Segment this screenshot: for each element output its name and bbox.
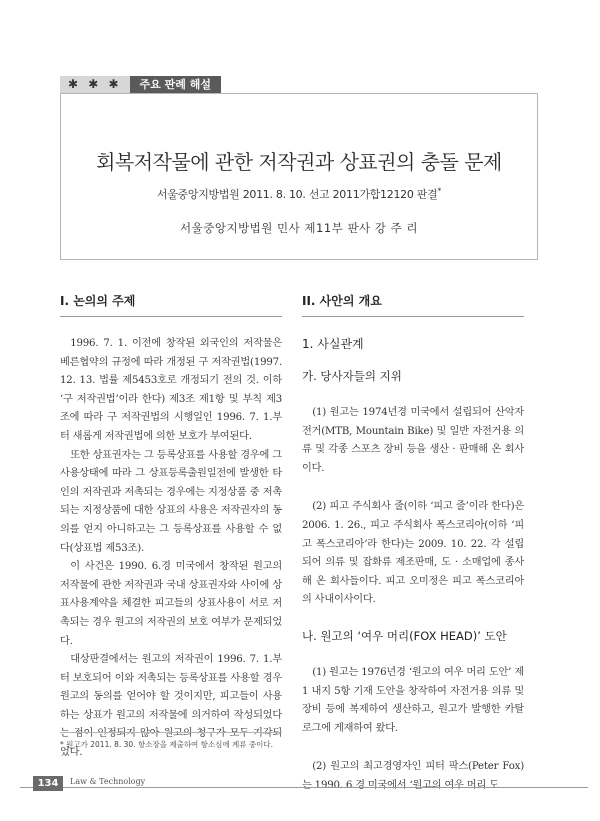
- section-badge: [60, 76, 221, 93]
- badge-label: 주요 판례 해설: [130, 76, 221, 93]
- title-box: [60, 93, 538, 260]
- footnote-mark: *: [437, 186, 442, 196]
- section-heading-2: II. 사안의 개요: [302, 292, 524, 317]
- journal-name: Law & Technology: [70, 777, 146, 786]
- footnote: * 원고가 2011. 8. 30. 항소장을 제출하여 항소심에 계류 중이다.: [60, 740, 274, 749]
- subsubsection-heading: 나. 원고의 ‘여우 머리(FOX HEAD)’ 도안: [302, 628, 507, 643]
- paragraph: 대상판결에서는 원고의 저작권이 1996. 7. 1.부터 보호되어 이와 저촉되는 등록상표를 사용할 경우 원고의 동의를 얻어야 할 것이지만, 피고들이 사용하는 상표가 원고의 저작물에 의거하여 작성되었다는 점이 인정되지 않아 원고의 청구가 모두 기각되었다.: [60, 654, 282, 759]
- section-heading-1: I. 논의의 주제: [60, 292, 282, 317]
- paragraph: (2) 원고의 최고경영자인 피터 팍스(Peter Fox)는 1990. 6.경 미국에서 ‘원고의 여우 머리 도: [302, 761, 524, 791]
- badge-stars: ✱ ✱ ✱: [60, 76, 130, 93]
- paragraph: (1) 원고는 1976년경 ‘원고의 여우 머리 도안’ 제1 내지 5항 기재 도안을 창작하여 자전거용 의류 및 장비 등에 복제하여 생산하고, 원고가 발행한 카탈로그에 게재하여 왔다.: [302, 666, 524, 734]
- footnote-divider: [60, 732, 282, 733]
- left-column: [60, 292, 282, 763]
- footer-rule: [20, 787, 588, 788]
- page-number: 134: [33, 776, 63, 791]
- paragraph: (2) 피고 주식회사 줄(이하 ‘피고 줄’이라 한다)은 2006. 1. 26., 피고 주식회사 폭스코리아(이하 ‘피고 폭스코리아’라 한다)는 2009. 10. 22. 각 설립되어 의류 및 잡화류 제조판매, 도 · 소매업에 종사해 온 회사들이다. 피고 오미정은 피고 폭스코리아의 사내이사이다.: [302, 501, 524, 606]
- paragraph: (1) 원고는 1974년경 미국에서 설립되어 산악자전거(MTB, Mountain Bike) 및 일반 자전거용 의류 및 각종 스포츠 장비 등을 생산 · 판매해 온 회사이다.: [302, 407, 524, 474]
- case-citation-text: 서울중앙지방법원 2011. 8. 10. 선고 2011가합12120 판결: [156, 188, 438, 201]
- author-line: 서울중앙지방법원 민사 제11부 판사 강 주 리: [180, 221, 418, 235]
- paragraph: 또한 상표권자는 그 등록상표를 사용할 경우에 그 사용상태에 따라 그 상표등록출원일전에 발생한 타인의 저작권과 저촉되는 경우에는 지정상품 중 저촉되는 지정상품에 대한 상표의 사용은 저작권자의 동의를 얻지 아니하고는 그 등록상표를 사용할 수 없다(상표법 제53조).: [60, 449, 282, 554]
- paragraph: 이 사건은 1990. 6.경 미국에서 창작된 원고의 저작물에 관한 저작권과 국내 상표권자와 사이에 상표사용계약을 체결한 피고들의 상표사용이 서로 저촉되는 경우 원고의 저작권의 보호 여부가 문제되었다.: [60, 561, 282, 647]
- subsubsection-heading: 가. 당사자들의 지위: [302, 369, 402, 383]
- subsection-heading: 1. 사실관계: [302, 337, 364, 351]
- case-citation: [61, 186, 537, 202]
- right-column: [302, 292, 524, 796]
- paragraph: 1996. 7. 1. 이전에 창작된 외국인의 저작물은 베른협약의 규정에 따라 개정된 구 저작권법(1997. 12. 13. 법률 제5453호로 개정되기 전의 것. 이하 ‘구 저작권법’이라 한다) 제3조 제1항 및 부칙 제3조에 따라 구 저작권법의 시행일인 1996. 7. 1.부터 새롭게 저작권법에 의한 보호가 부여된다.: [60, 338, 282, 442]
- article-title: 회복저작물에 관한 저작권과 상표권의 충돌 문제: [96, 150, 502, 174]
